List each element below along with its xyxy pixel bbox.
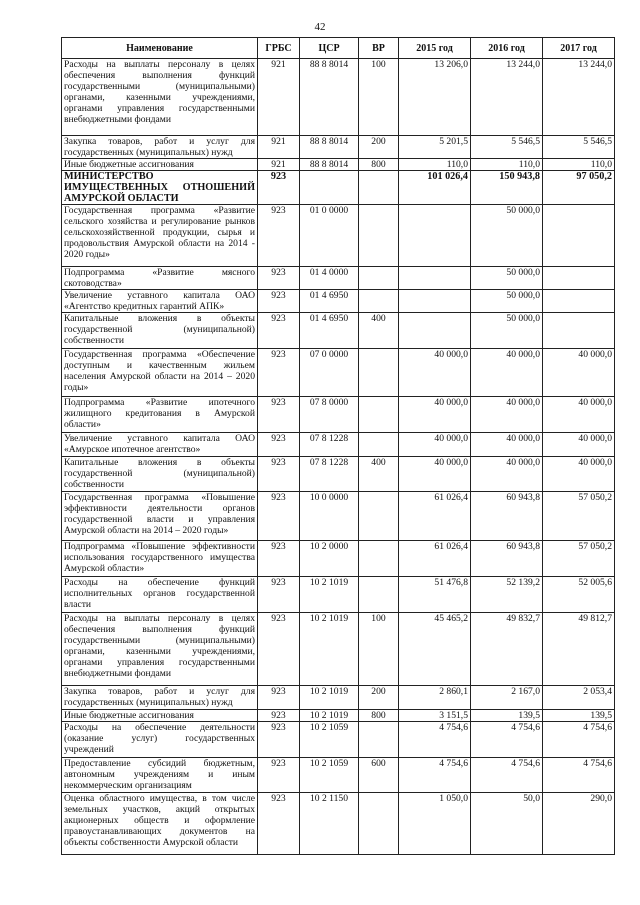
row-csr-cell: 10 2 1019 bbox=[300, 710, 359, 722]
row-2017-cell: 5 546,5 bbox=[543, 136, 615, 159]
header-2017: 2017 год bbox=[543, 38, 615, 59]
row-vr-cell bbox=[359, 205, 399, 267]
row-2015-cell: 61 026,4 bbox=[399, 541, 471, 577]
budget-table bbox=[61, 37, 615, 855]
row-vr-cell bbox=[359, 349, 399, 397]
row-vr-cell bbox=[359, 433, 399, 457]
row-2017-cell bbox=[543, 205, 615, 267]
row-vr-cell bbox=[359, 290, 399, 313]
row-name-cell: Закупка товаров, работ и услуг для государственных (муниципальных) нужд bbox=[62, 136, 258, 159]
row-csr-cell: 10 2 1019 bbox=[300, 577, 359, 613]
row-2017-cell: 40 000,0 bbox=[543, 433, 615, 457]
row-name-cell: Расходы на обеспечение деятельности (оказание услуг) государственных учреждений bbox=[62, 722, 258, 758]
row-vr-cell bbox=[359, 267, 399, 290]
row-vr-cell bbox=[359, 577, 399, 613]
row-name-cell: Иные бюджетные ассигнования bbox=[62, 159, 258, 171]
row-2016-cell: 50,0 bbox=[471, 793, 543, 855]
row-2016-cell: 4 754,6 bbox=[471, 758, 543, 793]
row-grbs-cell: 923 bbox=[258, 541, 300, 577]
row-vr-cell: 800 bbox=[359, 159, 399, 171]
row-2016-cell: 110,0 bbox=[471, 159, 543, 171]
row-2017-cell: 4 754,6 bbox=[543, 722, 615, 758]
row-name-cell: МИНИСТЕРСТВО ИМУЩЕСТВЕННЫХ ОТНОШЕНИЙ АМУРСКОЙ ОБЛАСТИ bbox=[62, 171, 258, 205]
table-row bbox=[62, 397, 615, 433]
row-2015-cell: 2 860,1 bbox=[399, 686, 471, 710]
row-name-cell: Государственная программа «Развитие сельского хозяйства и регулирование рынков сельскохозяйственной продукции, сырья и продовольствия Амурской области на 2014 - 2020 годы» bbox=[62, 205, 258, 267]
row-2016-cell: 40 000,0 bbox=[471, 349, 543, 397]
row-name-cell: Капитальные вложения в объекты государственной (муниципальной) собственности bbox=[62, 457, 258, 492]
row-2017-cell: 4 754,6 bbox=[543, 758, 615, 793]
header-grbs: ГРБС bbox=[258, 38, 300, 59]
table-row bbox=[62, 433, 615, 457]
row-name-cell: Подпрограмма «Развитие ипотечного жилищного кредитования в Амурской области» bbox=[62, 397, 258, 433]
row-2016-cell: 5 546,5 bbox=[471, 136, 543, 159]
row-2016-cell: 150 943,8 bbox=[471, 171, 543, 205]
table-row bbox=[62, 349, 615, 397]
row-2015-cell bbox=[399, 313, 471, 349]
header-name: Наименование bbox=[62, 38, 258, 59]
row-name-cell: Увеличение уставного капитала ОАО «Амурское ипотечное агентство» bbox=[62, 433, 258, 457]
row-vr-cell bbox=[359, 541, 399, 577]
row-2015-cell: 40 000,0 bbox=[399, 457, 471, 492]
row-vr-cell bbox=[359, 492, 399, 541]
row-csr-cell: 10 2 1019 bbox=[300, 686, 359, 710]
row-2017-cell bbox=[543, 267, 615, 290]
row-name-cell: Расходы на выплаты персоналу в целях обеспечения выполнения функций государственными (муниципальными) органами, казенными учреждениями, органами управления государственными внебюджетными фондами bbox=[62, 59, 258, 136]
row-vr-cell: 600 bbox=[359, 758, 399, 793]
table-row bbox=[62, 267, 615, 290]
row-grbs-cell: 923 bbox=[258, 290, 300, 313]
row-2017-cell bbox=[543, 313, 615, 349]
row-2015-cell: 110,0 bbox=[399, 159, 471, 171]
row-2017-cell: 57 050,2 bbox=[543, 541, 615, 577]
row-2016-cell: 49 832,7 bbox=[471, 613, 543, 686]
row-grbs-cell: 923 bbox=[258, 577, 300, 613]
row-2016-cell: 50 000,0 bbox=[471, 205, 543, 267]
table-row bbox=[62, 290, 615, 313]
row-grbs-cell: 923 bbox=[258, 613, 300, 686]
row-vr-cell: 200 bbox=[359, 686, 399, 710]
row-grbs-cell: 923 bbox=[258, 492, 300, 541]
row-2015-cell bbox=[399, 205, 471, 267]
row-2016-cell: 50 000,0 bbox=[471, 313, 543, 349]
row-vr-cell: 800 bbox=[359, 710, 399, 722]
row-csr-cell: 01 4 6950 bbox=[300, 313, 359, 349]
row-name-cell: Закупка товаров, работ и услуг для государственных (муниципальных) нужд bbox=[62, 686, 258, 710]
row-grbs-cell: 923 bbox=[258, 205, 300, 267]
table-row bbox=[62, 758, 615, 793]
row-2017-cell: 97 050,2 bbox=[543, 171, 615, 205]
row-name-cell: Иные бюджетные ассигнования bbox=[62, 710, 258, 722]
row-name-cell: Подпрограмма «Развитие мясного скотоводства» bbox=[62, 267, 258, 290]
row-2016-cell: 60 943,8 bbox=[471, 492, 543, 541]
row-csr-cell: 88 8 8014 bbox=[300, 59, 359, 136]
row-csr-cell: 10 0 0000 bbox=[300, 492, 359, 541]
header-csr: ЦСР bbox=[300, 38, 359, 59]
row-2015-cell: 40 000,0 bbox=[399, 349, 471, 397]
row-csr-cell: 88 8 8014 bbox=[300, 159, 359, 171]
row-vr-cell: 100 bbox=[359, 59, 399, 136]
row-2015-cell: 1 050,0 bbox=[399, 793, 471, 855]
row-2015-cell: 40 000,0 bbox=[399, 433, 471, 457]
row-csr-cell: 07 8 1228 bbox=[300, 433, 359, 457]
row-name-cell: Государственная программа «Повышение эффективности деятельности органов государственной власти и управления Амурской области на 2014 – 2020 годы» bbox=[62, 492, 258, 541]
table-row bbox=[62, 313, 615, 349]
row-grbs-cell: 921 bbox=[258, 59, 300, 136]
row-name-cell: Подпрограмма «Повышение эффективности использования государственного имущества Амурской области» bbox=[62, 541, 258, 577]
table-row bbox=[62, 159, 615, 171]
row-grbs-cell: 923 bbox=[258, 171, 300, 205]
header-vr: ВР bbox=[359, 38, 399, 59]
table-row bbox=[62, 136, 615, 159]
row-name-cell: Оценка областного имущества, в том числе земельных участков, акций открытых акционерных обществ и оформление правоустанавливающих документов на объекты собственности Амурской области bbox=[62, 793, 258, 855]
row-2017-cell: 139,5 bbox=[543, 710, 615, 722]
header-2015: 2015 год bbox=[399, 38, 471, 59]
row-2017-cell: 57 050,2 bbox=[543, 492, 615, 541]
row-vr-cell bbox=[359, 171, 399, 205]
row-2016-cell: 60 943,8 bbox=[471, 541, 543, 577]
row-name-cell: Государственная программа «Обеспечение доступным и качественным жильем населения Амурской области на 2014 – 2020 годы» bbox=[62, 349, 258, 397]
row-2016-cell: 40 000,0 bbox=[471, 457, 543, 492]
table-row bbox=[62, 613, 615, 686]
row-2017-cell: 290,0 bbox=[543, 793, 615, 855]
row-name-cell: Предоставление субсидий бюджетным, автономным учреждениям и иным некоммерческим организациям bbox=[62, 758, 258, 793]
row-grbs-cell: 923 bbox=[258, 433, 300, 457]
table-row bbox=[62, 492, 615, 541]
table-row bbox=[62, 541, 615, 577]
header-2016: 2016 год bbox=[471, 38, 543, 59]
row-2015-cell: 101 026,4 bbox=[399, 171, 471, 205]
row-2016-cell: 13 244,0 bbox=[471, 59, 543, 136]
row-grbs-cell: 923 bbox=[258, 267, 300, 290]
row-grbs-cell: 923 bbox=[258, 349, 300, 397]
row-2016-cell: 4 754,6 bbox=[471, 722, 543, 758]
row-grbs-cell: 921 bbox=[258, 159, 300, 171]
table-row bbox=[62, 577, 615, 613]
row-2016-cell: 40 000,0 bbox=[471, 397, 543, 433]
row-2015-cell: 5 201,5 bbox=[399, 136, 471, 159]
row-grbs-cell: 921 bbox=[258, 136, 300, 159]
row-csr-cell: 07 8 0000 bbox=[300, 397, 359, 433]
row-2017-cell: 49 812,7 bbox=[543, 613, 615, 686]
row-name-cell: Капитальные вложения в объекты государственной (муниципальной) собственности bbox=[62, 313, 258, 349]
row-2015-cell: 51 476,8 bbox=[399, 577, 471, 613]
table-row bbox=[62, 457, 615, 492]
row-csr-cell: 10 2 1019 bbox=[300, 613, 359, 686]
row-grbs-cell: 923 bbox=[258, 758, 300, 793]
row-vr-cell bbox=[359, 397, 399, 433]
row-2015-cell: 61 026,4 bbox=[399, 492, 471, 541]
row-2015-cell: 13 206,0 bbox=[399, 59, 471, 136]
row-csr-cell: 01 4 0000 bbox=[300, 267, 359, 290]
row-grbs-cell: 923 bbox=[258, 397, 300, 433]
row-vr-cell: 400 bbox=[359, 457, 399, 492]
row-name-cell: Увеличение уставного капитала ОАО «Агентство кредитных гарантий АПК» bbox=[62, 290, 258, 313]
page-number: 42 bbox=[314, 21, 326, 33]
row-2016-cell: 139,5 bbox=[471, 710, 543, 722]
row-csr-cell: 01 4 6950 bbox=[300, 290, 359, 313]
row-grbs-cell: 923 bbox=[258, 313, 300, 349]
table-row bbox=[62, 59, 615, 136]
table-row bbox=[62, 205, 615, 267]
row-2017-cell: 52 005,6 bbox=[543, 577, 615, 613]
row-2015-cell: 40 000,0 bbox=[399, 397, 471, 433]
row-vr-cell bbox=[359, 722, 399, 758]
table-body bbox=[62, 59, 615, 855]
row-name-cell: Расходы на обеспечение функций исполнительных органов государственной власти bbox=[62, 577, 258, 613]
row-csr-cell bbox=[300, 171, 359, 205]
row-2017-cell: 40 000,0 bbox=[543, 457, 615, 492]
row-2017-cell: 2 053,4 bbox=[543, 686, 615, 710]
row-2015-cell: 45 465,2 bbox=[399, 613, 471, 686]
row-2015-cell: 4 754,6 bbox=[399, 722, 471, 758]
row-2017-cell: 40 000,0 bbox=[543, 349, 615, 397]
row-vr-cell: 400 bbox=[359, 313, 399, 349]
row-vr-cell: 100 bbox=[359, 613, 399, 686]
row-grbs-cell: 923 bbox=[258, 686, 300, 710]
row-name-cell: Расходы на выплаты персоналу в целях обеспечения выполнения функций государственными (муниципальными) органами, казенными учреждениями, органами управления государственными внебюджетными фондами bbox=[62, 613, 258, 686]
table-row bbox=[62, 686, 615, 710]
row-csr-cell: 07 8 1228 bbox=[300, 457, 359, 492]
row-2017-cell: 40 000,0 bbox=[543, 397, 615, 433]
row-csr-cell: 10 2 1059 bbox=[300, 758, 359, 793]
row-2016-cell: 50 000,0 bbox=[471, 267, 543, 290]
row-grbs-cell: 923 bbox=[258, 793, 300, 855]
row-2016-cell: 2 167,0 bbox=[471, 686, 543, 710]
row-csr-cell: 10 2 1150 bbox=[300, 793, 359, 855]
row-2017-cell bbox=[543, 290, 615, 313]
row-vr-cell: 200 bbox=[359, 136, 399, 159]
table-row bbox=[62, 710, 615, 722]
row-csr-cell: 10 2 1059 bbox=[300, 722, 359, 758]
row-csr-cell: 07 0 0000 bbox=[300, 349, 359, 397]
row-2015-cell bbox=[399, 267, 471, 290]
row-2016-cell: 52 139,2 bbox=[471, 577, 543, 613]
row-csr-cell: 10 2 0000 bbox=[300, 541, 359, 577]
table-row bbox=[62, 722, 615, 758]
row-2017-cell: 13 244,0 bbox=[543, 59, 615, 136]
row-2015-cell: 3 151,5 bbox=[399, 710, 471, 722]
row-2017-cell: 110,0 bbox=[543, 159, 615, 171]
table-row bbox=[62, 171, 615, 205]
row-vr-cell bbox=[359, 793, 399, 855]
row-csr-cell: 01 0 0000 bbox=[300, 205, 359, 267]
row-2016-cell: 40 000,0 bbox=[471, 433, 543, 457]
row-grbs-cell: 923 bbox=[258, 722, 300, 758]
row-grbs-cell: 923 bbox=[258, 457, 300, 492]
header-row bbox=[62, 38, 615, 59]
table-row bbox=[62, 793, 615, 855]
row-2015-cell: 4 754,6 bbox=[399, 758, 471, 793]
row-2015-cell bbox=[399, 290, 471, 313]
row-grbs-cell: 923 bbox=[258, 710, 300, 722]
row-2016-cell: 50 000,0 bbox=[471, 290, 543, 313]
row-csr-cell: 88 8 8014 bbox=[300, 136, 359, 159]
